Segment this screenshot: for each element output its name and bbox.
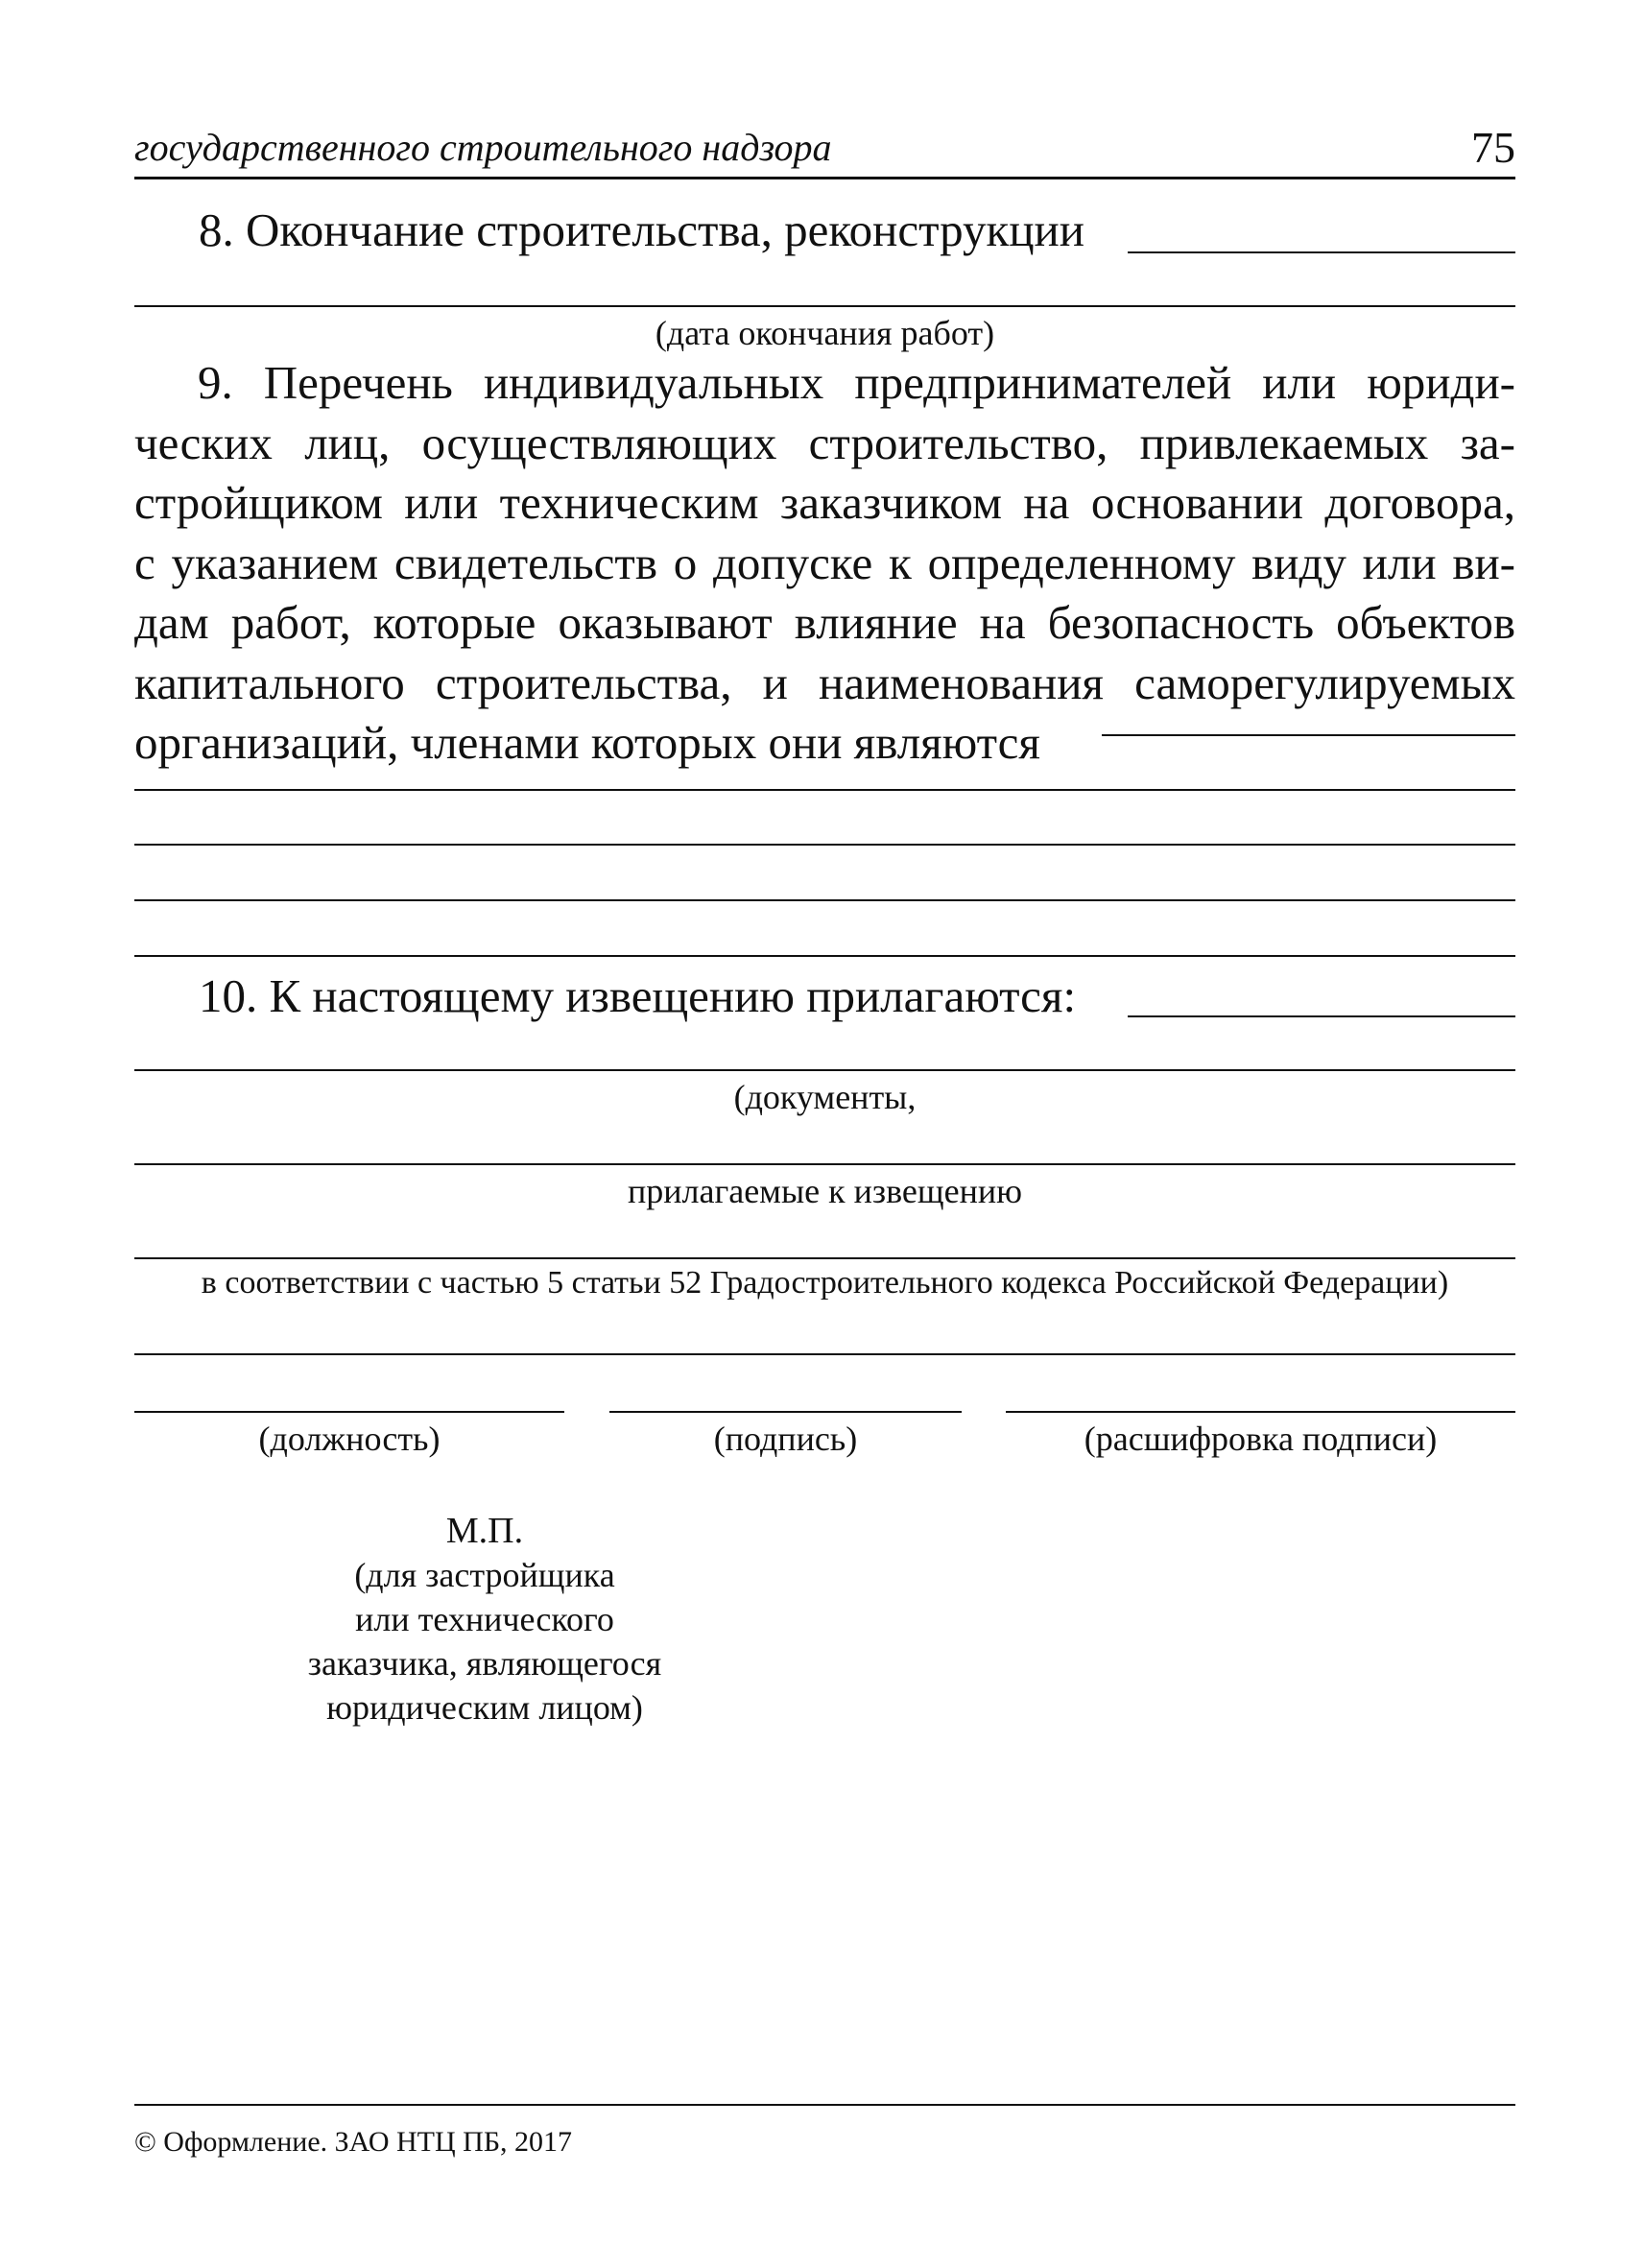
item-8-date-line[interactable] [134, 305, 1515, 307]
item-9-fill-line[interactable] [1102, 734, 1515, 736]
item-9-line: с указанием свидетельств о допуске к определенному виду или ви- [134, 536, 1515, 589]
item-9-blank-line[interactable] [134, 789, 1515, 791]
signature-decoding-caption: (расшифровка подписи) [1084, 1420, 1438, 1458]
position-caption: (должность) [258, 1420, 441, 1458]
item-9-line: капитального строительства, и наименования саморегулируемых [134, 656, 1515, 709]
item-9-line: дам работ, которые оказывают влияние на безопасность объектов [134, 596, 1515, 649]
item-10-caption-2: прилагаемые к извещению [627, 1172, 1022, 1210]
item-9-line: ческих лиц, осуществляющих строительство, привлекаемых за- [134, 416, 1515, 469]
item-9-line: организаций, членами которых они являются [134, 716, 1040, 769]
footer-rule [134, 2104, 1515, 2106]
footer-copyright: © Оформление. ЗАО НТЦ ПБ, 2017 [134, 2126, 573, 2158]
position-line[interactable] [134, 1411, 564, 1413]
item-8-caption: (дата окончания работ) [655, 314, 995, 352]
stamp-mp: М.П. [445, 1511, 524, 1551]
item-9-line: 9. Перечень индивидуальных предпринимателей или юриди- [198, 356, 1515, 409]
header-rule [134, 177, 1515, 179]
page-number: 75 [1471, 123, 1515, 172]
item-9-paragraph [134, 353, 1515, 774]
item-10-caption-1: (документы, [733, 1078, 917, 1116]
item-9-blank-line[interactable] [134, 844, 1515, 846]
item-10-line-1[interactable] [134, 1069, 1515, 1071]
item-10-label: 10. К настоящему извещению прилагаются: [199, 969, 1077, 1022]
item-10-line-3[interactable] [134, 1257, 1515, 1259]
stamp-line: или технического [355, 1600, 614, 1638]
item-9-line: стройщиком или техническим заказчиком на основании договора, [134, 476, 1515, 529]
item-10-line-2[interactable] [134, 1163, 1515, 1165]
signature-line[interactable] [609, 1411, 962, 1413]
item-10-fill-line[interactable] [1128, 1015, 1515, 1017]
stamp-line: юридическим лицом) [326, 1688, 643, 1727]
item-10-caption-3: в соответствии с частью 5 статьи 52 Градостроительного кодекса Российской Федерации) [201, 1265, 1449, 1301]
item-8-fill-line[interactable] [1128, 251, 1515, 253]
stamp-note [269, 1509, 701, 1730]
item-10-line-4[interactable] [134, 1353, 1515, 1355]
signature-decoding-line[interactable] [1006, 1411, 1515, 1413]
signature-caption: (подпись) [713, 1420, 858, 1458]
item-9-blank-line[interactable] [134, 955, 1515, 957]
item-8-label: 8. Окончание строительства, реконструкции [199, 203, 1084, 256]
item-9-blank-line[interactable] [134, 899, 1515, 901]
stamp-line: (для застройщика [354, 1556, 615, 1594]
running-header-title: государственного строительного надзора [134, 126, 832, 169]
stamp-line: заказчика, являющегося [307, 1644, 662, 1683]
